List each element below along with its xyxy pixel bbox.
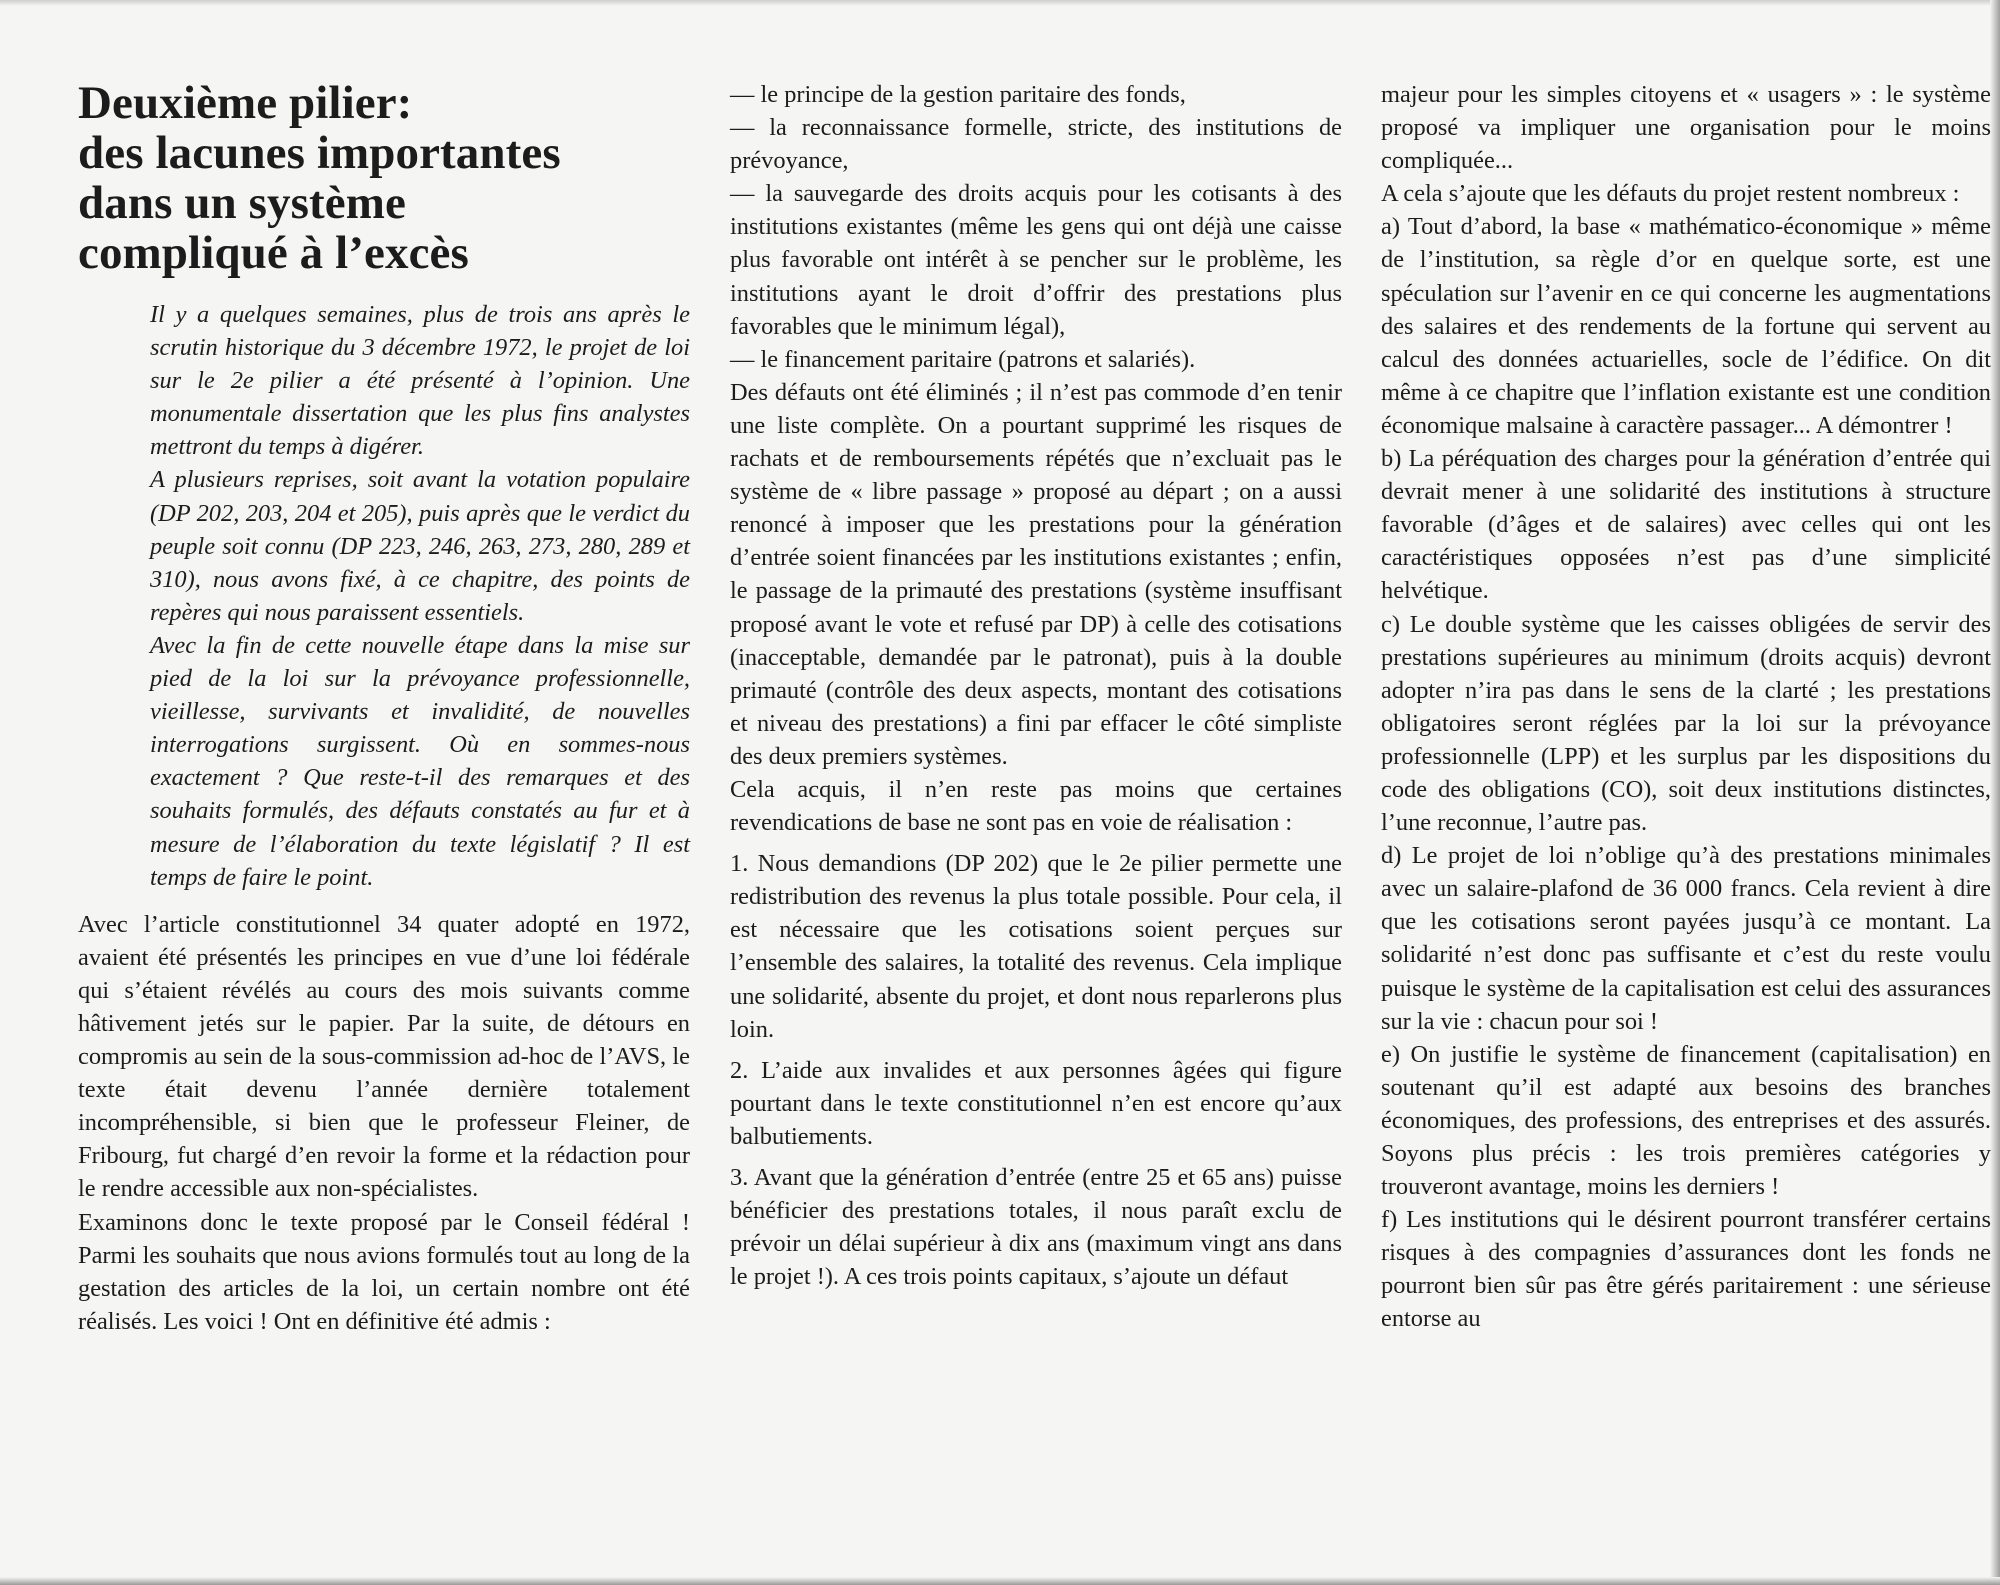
scan-top-edge — [0, 0, 2000, 6]
numbered-point: 3. Avant que la génération d’entrée (entre 25 et 65 ans) puisse bénéficier des prestations totales, il nous paraît exclu de prévoir un délai supérieur à dix ans (maximum vingt ans dans le projet !). A ces trois points capitaux, s’ajoute un défaut — [730, 1164, 1342, 1291]
article-title — [78, 78, 690, 278]
numbered-point: 2. L’aide aux invalides et aux personnes âgées qui figure pourtant dans le texte constitutionnel n’en est encore qu’aux balbutiements. — [730, 1056, 1342, 1150]
lettered-point: d) Le projet de loi n’oblige qu’à des prestations minimales avec un salaire-plafond de 36 000 francs. Cela revient à dire que les cotisations seront payées jusqu’à ce montant. La solidarité n’est donc pas suffisante et c’est du reste voulu puisque le système de la capitalisation est celui des assurances sur la vie : chacun pour soi ! — [1381, 842, 1991, 1035]
title-line: compliqué à l’excès — [78, 227, 469, 279]
list-item: — le principe de la gestion paritaire des fonds, — [730, 81, 1186, 108]
body-paragraph: majeur pour les simples citoyens et « usagers » : le système proposé va impliquer une organisation pour le moins compliquée... — [1381, 81, 1991, 175]
title-line: des lacunes importantes — [78, 127, 561, 179]
lettered-point: e) On justifie le système de financement (capitalisation) en soutenant qu’il est adapté aux besoins des branches économiques, des professions, des entreprises et des assurés. Soyons plus précis : les trois premières catégories y trouveront avantage, moins les derniers ! — [1381, 1040, 1991, 1201]
lead-paragraph: Il y a quelques semaines, plus de trois ans après le scrutin historique du 3 décembre 1972, le projet de loi sur le 2e pilier a été présenté à l’opinion. Une monumentale dissertation que les plus fins analystes mettront du temps à digérer. — [150, 301, 690, 461]
column-2 — [730, 78, 1342, 1293]
title-line: dans un système — [78, 177, 406, 229]
lead-paragraph: A plusieurs reprises, soit avant la votation populaire (DP 202, 203, 204 et 205), puis après que le verdict du peuple soit connu (DP 223, 246, 263, 273, 280, 289 et 310), nous avons fixé, à ce chapitre, des points de repères qui nous paraissent essentiels. — [150, 466, 690, 626]
list-item: — le financement paritaire (patrons et salariés). — [730, 345, 1196, 373]
body-paragraph: Avec l’article constitutionnel 34 quater adopté en 1972, avaient été présentés les principes en vue d’une loi fédérale qui s’étaient révélés au cours des mois suivants comme hâtivement jetés sur le papier. Par la suite, de détours en compromis au sein de la sous-commission ad-hoc de l’AVS, le texte était devenu l’année dernière totalement incompréhensible, si bien que le professeur Fleiner, de Fribourg, fut chargé d’en revoir la forme et la rédaction pour le rendre accessible aux non-spécialistes. — [78, 910, 690, 1203]
lettered-point: f) Les institutions qui le désirent pourront transférer certains risques à des compagnies d’assurances dont les fonds ne pourront bien sûr pas être gérés paritairement : une sérieuse entorse au — [1381, 1206, 1991, 1333]
column-1 — [78, 78, 690, 1338]
scan-bottom-edge — [0, 1577, 2000, 1585]
list-item: — la reconnaissance formelle, stricte, des institutions de prévoyance, — [730, 114, 1342, 175]
title-line: Deuxième pilier: — [78, 77, 413, 129]
lead-paragraph: Avec la fin de cette nouvelle étape dans la mise sur pied de la loi sur la prévoyance professionnelle, vieillesse, survivants et invalidité, de nouvelles interrogations surgissent. Où en sommes-nous exactement ? Que reste-t-il des remarques et des souhaits formulés, des défauts constatés au fur et à mesure de l’élaboration du texte législatif ? Il est temps de faire le point. — [150, 631, 690, 891]
body-paragraph: A cela s’ajoute que les défauts du projet restent nombreux : — [1381, 180, 1960, 208]
list-item: — la sauvegarde des droits acquis pour les cotisants à des institutions existantes (même les gens qui ont déjà une caisse plus favorable ont intérêt à se pencher sur le problème, les institutions ayant le droit d’offrir des prestations plus favorables que le minimum légal), — [730, 180, 1342, 340]
body-paragraph: Examinons donc le texte proposé par le Conseil fédéral ! Parmi les souhaits que nous avions formulés tout au long de la gestation des articles de la loi, un certain nombre ont été réalisés. Les voici ! Ont en définitive été admis : — [78, 1208, 690, 1335]
column-3 — [1381, 78, 1991, 1336]
numbered-point: 1. Nous demandions (DP 202) que le 2e pilier permette une redistribution des revenus la plus totale possible. Pour cela, il est nécessaire que les cotisations soient perçues sur l’ensemble des salaires, la totalité des revenus. Cela implique une solidarité, absente du projet, et dont nous reparlerons plus loin. — [730, 850, 1342, 1043]
scan-right-edge — [1990, 0, 2000, 1585]
lead-paragraphs — [150, 298, 690, 894]
body-paragraph: Des défauts ont été éliminés ; il n’est pas commode d’en tenir une liste complète. On a pourtant supprimé les risques de rachats et de remboursements répétés que n’excluait pas le système de « libre passage » proposé au départ ; on a aussi renoncé à imposer que les prestations pour la génération d’entrée soient financées par les institutions existantes ; enfin, le passage de la primauté des prestations (système insuffisant proposé avant le vote et refusé par DP) à celle des cotisations (inacceptable, demandée par le patronat), puis à la double primauté (contrôle des deux aspects, montant des cotisations et niveau des prestations) a fini par effacer le côté simpliste des deux premiers systèmes. — [730, 378, 1342, 770]
lettered-point: b) La péréquation des charges pour la génération d’entrée qui devrait mener à une solidarité des institutions à structure favorable (d’âges et de salaires) avec celles qui ont les caractéristiques opposées n’est pas d’une simplicité helvétique. — [1381, 445, 1991, 605]
lettered-point: a) Tout d’abord, la base « mathématico-économique » même de l’institution, sa règle d’or en quelque sorte, est une spéculation sur l’avenir en ce qui concerne les augmentations des salaires et des rendements de la fortune qui servent au calcul des données actuarielles, socle de l’édifice. On dit même à ce chapitre que l’inflation existante est une condition économique malsaine à caractère passager... A démontrer ! — [1381, 213, 1991, 439]
body-paragraph: Cela acquis, il n’en reste pas moins que certaines revendications de base ne sont pas en voie de réalisation : — [730, 775, 1342, 837]
lettered-point: c) Le double système que les caisses obligées de servir des prestations supérieures au minimum (droits acquis) devront adopter n’ira pas dans le sens de la clarté ; les prestations obligatoires seront réglées par la loi sur la prévoyance professionnelle (LPP) et les surplus par les dispositions du code des obligations (CO), soit deux institutions distinctes, l’une reconnue, l’autre pas. — [1381, 610, 1991, 837]
